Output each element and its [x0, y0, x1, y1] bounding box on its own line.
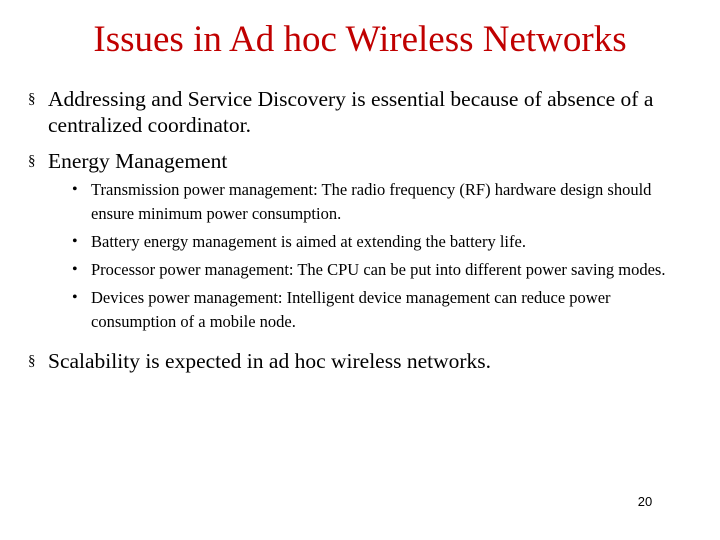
bullet-item-scalability	[28, 348, 698, 374]
bullet-text: Energy Management	[48, 149, 228, 173]
sub-bullet-text: Processor power management: The CPU can be put into different power saving modes.	[91, 260, 666, 279]
bullet-item-addressing	[28, 86, 698, 138]
sub-bullet-text: Devices power management: Intelligent device management can reduce power consumption of a mobile node.	[91, 288, 611, 331]
bullet-text: Addressing and Service Discovery is essential because of absence of a centralized coordinator.	[48, 87, 654, 137]
bullet-list	[28, 86, 698, 384]
dot-bullet-icon: •	[72, 233, 78, 250]
sub-bullet-battery	[72, 230, 698, 254]
bullet-text: Scalability is expected in ad hoc wireless networks.	[48, 349, 492, 373]
square-bullet-icon: §	[28, 91, 36, 107]
sub-bullet-devices	[72, 286, 698, 334]
page-number: 20	[637, 494, 653, 509]
sub-bullet-text: Transmission power management: The radio frequency (RF) hardware design should ensure minimum power consumption.	[91, 180, 652, 223]
sub-bullet-transmission	[72, 178, 698, 226]
dot-bullet-icon: •	[72, 261, 78, 278]
dot-bullet-icon: •	[72, 181, 78, 198]
sub-bullet-processor	[72, 258, 698, 282]
bullet-item-energy	[28, 148, 698, 174]
slide-title: Issues in Ad hoc Wireless Networks	[93, 19, 627, 60]
square-bullet-icon: §	[28, 153, 36, 169]
energy-sub-bullet-list	[72, 178, 698, 334]
square-bullet-icon: §	[28, 353, 36, 369]
dot-bullet-icon: •	[72, 289, 78, 306]
sub-bullet-text: Battery energy management is aimed at extending the battery life.	[91, 232, 526, 251]
